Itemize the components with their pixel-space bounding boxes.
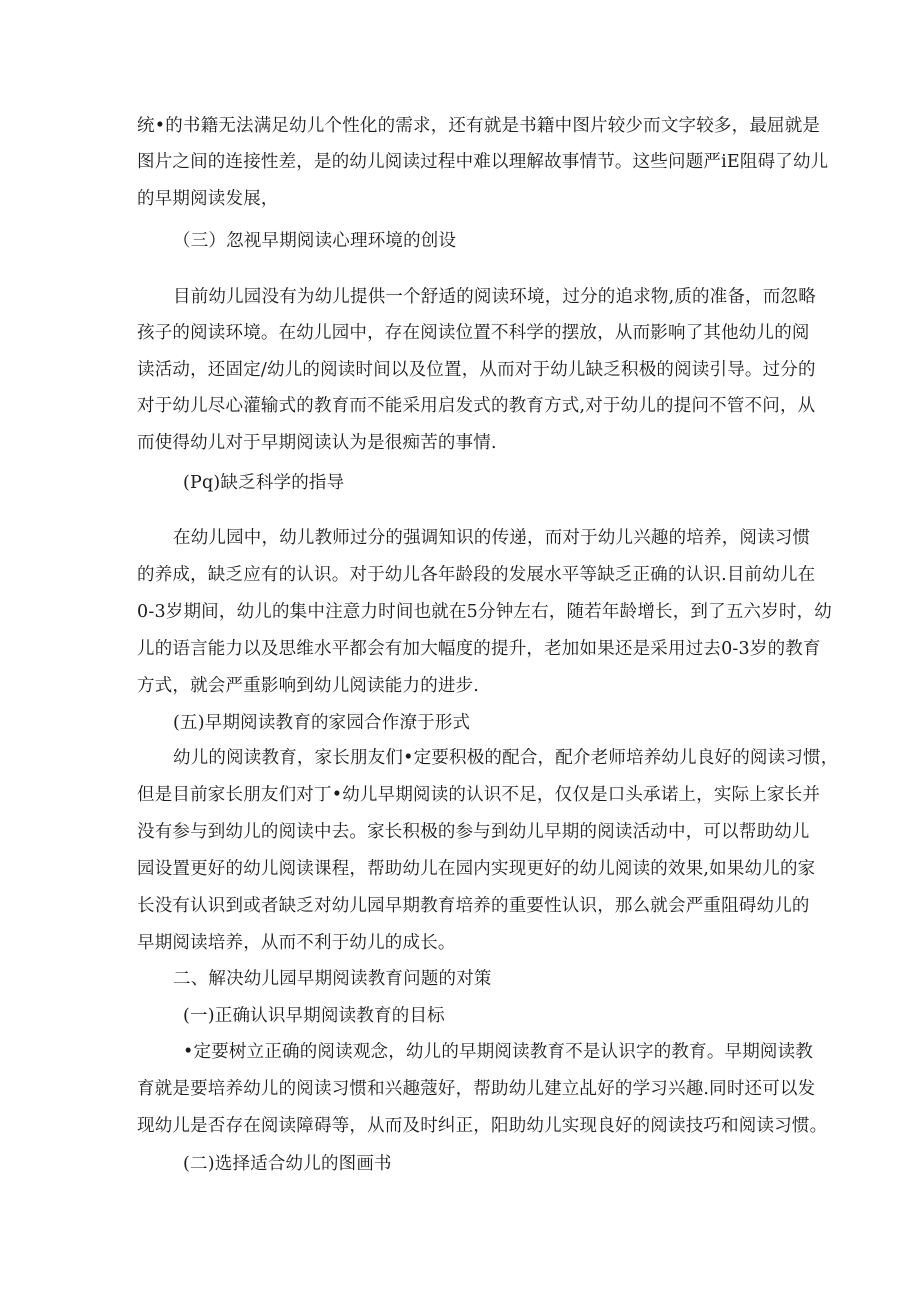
paragraph-line: 但是目前家长朋友们对丁•幼儿早期阅读的认识不足，仅仅是口头承诺上，实际上家长并	[137, 785, 821, 805]
paragraph-line: 目前幼儿园没有为幼儿提供一个舒适的阅读环境，过分的追求物,质的准备，而忽略	[173, 287, 816, 307]
paragraph-line: 儿的语言能力以及思维水平都会有加大幅度的提升，老加如果还是采用过去0-3岁的教育	[137, 639, 821, 659]
paragraph-line: 没有参与到幼儿的阅读中去。家长积极的参与到幼儿早期的阅读活动中，可以帮助幼儿	[137, 822, 810, 842]
paragraph-line: •定要树立正确的阅读观念，幼儿的早期阅读教育不是认识字的教育。早期阅读教	[183, 1042, 814, 1062]
paragraph-line: 幼儿的阅读教育，家长朋友们•定要积极的配合，配介老师培养幼儿良好的阅读习惯，	[173, 748, 839, 768]
section-heading-5: (五)早期阅读教育的家园合作潦于形式	[173, 713, 471, 733]
paragraph-line: 长没有认识到或者缺乏对幼儿园早期教育培养的重要性认识，那么就会严重阻碍幼儿的	[137, 896, 810, 916]
paragraph-line: 园设置更好的幼儿阅读课程，帮助幼儿在园内实现更好的幼儿阅读的效果,如果幼儿的家	[137, 859, 816, 879]
paragraph-line: 图片之间的连接性差，是的幼儿阅读过程中难以理解故事情节。这些问题严iE阻碍了幼儿	[137, 152, 829, 172]
section-heading-4: (Pq)缺乏科学的指导	[183, 473, 345, 493]
paragraph-line: 的早期阅读发展，	[137, 189, 279, 209]
section-title: 二、解决幼儿园早期阅读教育问题的对策	[173, 969, 492, 989]
paragraph-line: 的养成，缺乏应有的认识。对于幼儿各年龄段的发展水平等缺乏正确的认识.目前幼儿在	[137, 565, 816, 585]
paragraph-line: 孩子的阅读环境。在幼儿园中，存在阅读位置不科学的摆放，从而影响了其他幼儿的阅	[137, 323, 810, 343]
paragraph-line: 育就是要培养幼儿的阅读习惯和兴趣蔻好，帮助幼儿建立乩好的学习兴趣.同时还可以发	[137, 1079, 816, 1099]
paragraph-line: 方式，就会严重影响到幼儿阅读能力的进步.	[137, 676, 480, 696]
section-heading-1: (一)正确认识早期阅读教育的目标	[183, 1006, 445, 1026]
section-heading-2: (二)选择适合幼儿的图画书	[183, 1154, 392, 1174]
paragraph-line: 0-3岁期间，幼儿的集中注意力时间也就在5分钟左右，随若年龄增长，到了五六岁时，幼	[137, 602, 833, 622]
paragraph-line: 对于幼儿尽心灌输式的教育而不能采用启发式的教育方式,对于幼儿的提问不管不问，从	[137, 396, 816, 416]
paragraph-line: 读活动，还固定/幼儿的阅读时间以及位置，从而对于幼儿缺乏积极的阅读引导。过分的	[137, 360, 816, 380]
paragraph-line: 现幼儿是否存在阅读障碍等，从而及时纠正，阳助幼儿实现良好的阅读技巧和阅读习惯。	[137, 1116, 828, 1136]
section-heading-3: （三）忽视早期阅读心理环境的创设	[173, 231, 457, 251]
paragraph-line: 而使得幼儿对于早期阅读认为是很痴苦的事情.	[137, 433, 497, 453]
paragraph-line: 早期阅读培养，从而不利于幼儿的成长。	[137, 933, 456, 953]
paragraph-line: 统•的书籍无法满足幼儿个性化的需求，还有就是书籍中图片较少而文字较多，最屈就是	[137, 116, 821, 136]
paragraph-line: 在幼儿园中，幼儿教师过分的强调知识的传递，而对于幼儿兴趣的培养，阅读习惯	[173, 528, 811, 548]
